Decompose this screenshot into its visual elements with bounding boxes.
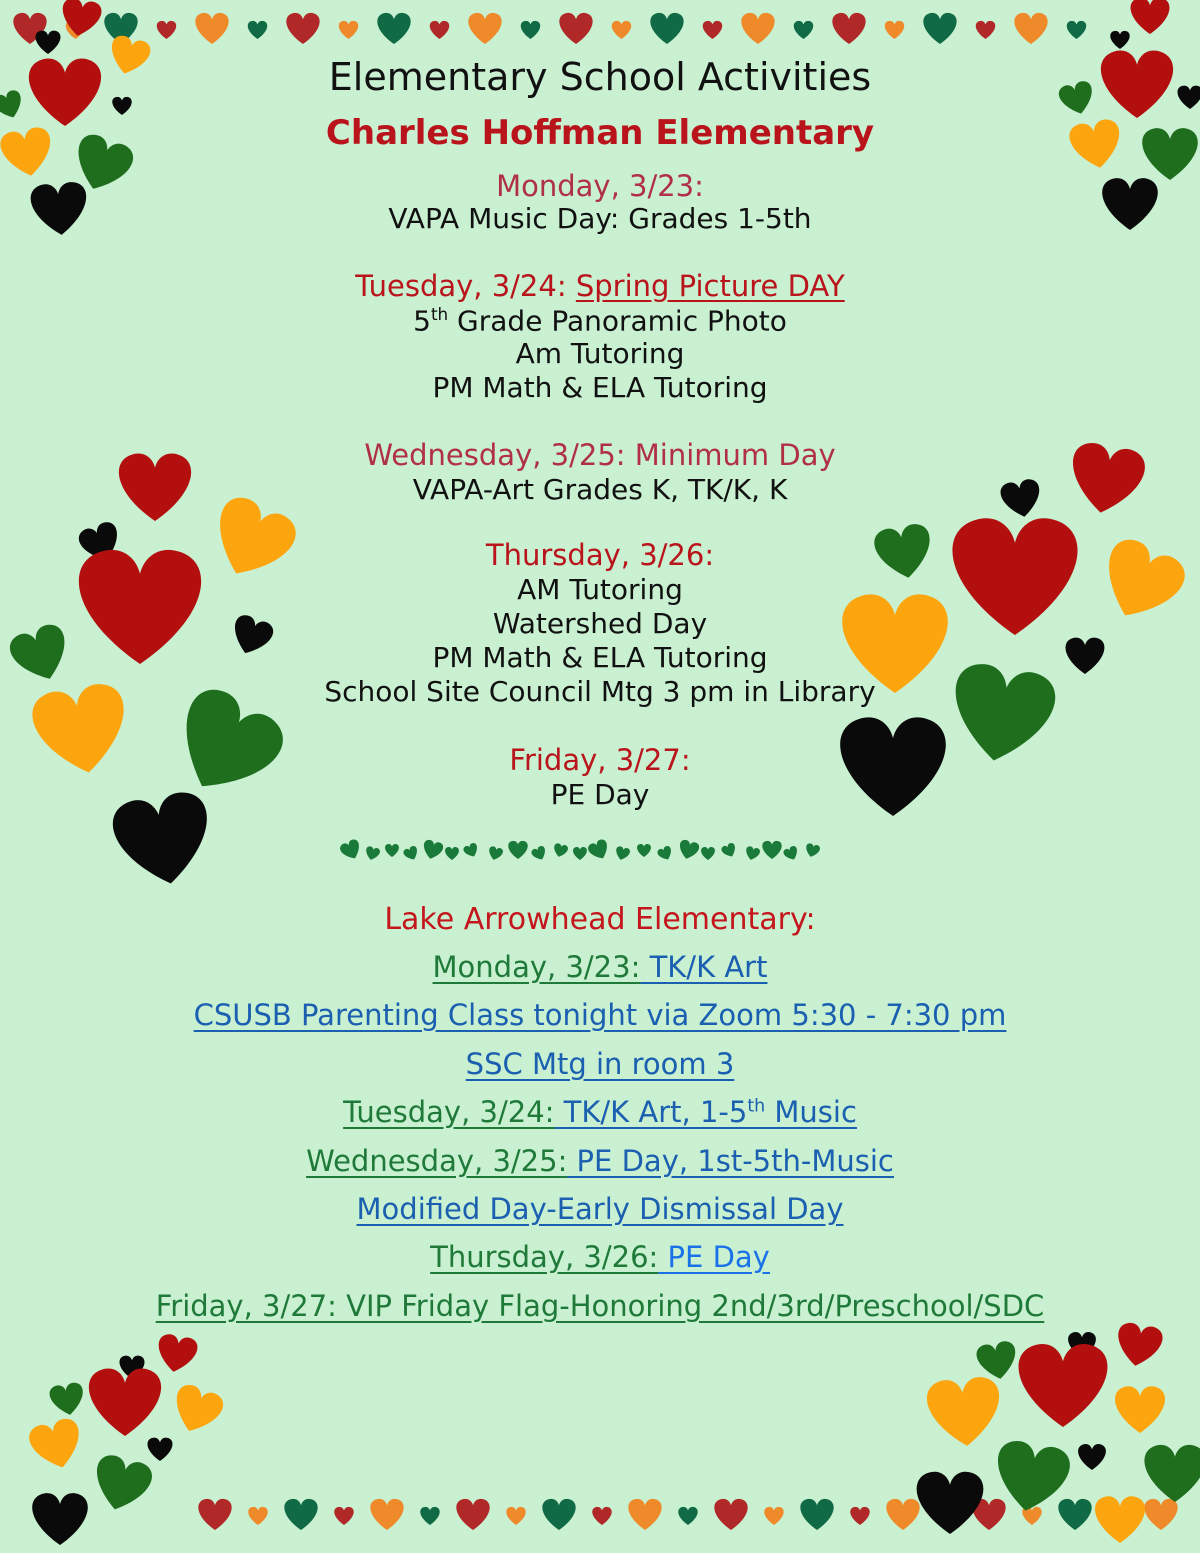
divider-heart-icon: [421, 839, 444, 862]
heart-icon: [248, 21, 267, 39]
ssc-meeting-link[interactable]: SSC Mtg in room 3: [465, 1047, 735, 1081]
divider-heart-icon: [487, 846, 504, 862]
heart-icon: [794, 21, 813, 39]
heart-icon: [198, 1499, 231, 1530]
heart-icon: [1014, 13, 1047, 44]
lake-friday-link[interactable]: Friday, 3/27: VIP Friday Flag-Honoring 2nd/3rd/Preschool/SDC: [155, 1289, 1045, 1323]
divider-heart-icon: [637, 844, 651, 857]
divider-heart-icon: [402, 845, 420, 863]
heart-icon: [1095, 1496, 1145, 1543]
hoffman-monday-item: VAPA Music Day: Grades 1-5th: [388, 202, 812, 235]
divider-heart-icon: [508, 841, 527, 859]
heart-icon: [430, 21, 449, 39]
hoffman-wednesday-heading: Wednesday, 3/25: Minimum Day: [364, 438, 836, 472]
heart-icon: [26, 1416, 86, 1474]
hoffman-thursday-item: AM Tutoring: [517, 573, 683, 606]
heart-icon: [703, 21, 722, 39]
lake-tuesday-event-link[interactable]: [554, 1095, 856, 1129]
modified-day-link[interactable]: Modified Day-Early Dismissal Day: [356, 1192, 844, 1226]
divider-heart-icon: [614, 846, 631, 862]
heart-icon: [612, 21, 631, 39]
hoffman-tuesday-item: Am Tutoring: [515, 337, 685, 370]
divider-heart-icon: [720, 842, 738, 860]
heart-icon: [1019, 1344, 1108, 1427]
heart-icon: [885, 21, 904, 39]
divider-heart-icon: [385, 844, 399, 857]
hoffman-thursday-heading: Thursday, 3/26:: [485, 538, 715, 572]
hoffman-friday-heading: Friday, 3/27:: [509, 743, 691, 777]
heart-icon: [917, 1472, 984, 1534]
heart-icon: [1131, 0, 1170, 34]
heart-icon: [850, 1507, 869, 1525]
hoffman-wednesday-item: VAPA-Art Grades K, TK/K, K: [412, 473, 788, 506]
lake-thursday-line: [0, 1240, 1200, 1274]
divider-heart-icon: [552, 843, 569, 859]
divider-heart-icon: [804, 843, 821, 859]
heart-icon: [506, 1507, 525, 1525]
heart-icon: [975, 1340, 1020, 1383]
hoffman-tuesday-heading: Tuesday, 3/24:: [355, 269, 567, 303]
heart-icon: [468, 13, 501, 44]
heart-icon: [923, 13, 956, 44]
divider-heart-icon: [656, 845, 674, 863]
heart-icon: [764, 1507, 783, 1525]
heart-icon: [88, 1452, 155, 1517]
heart-icon: [377, 13, 410, 44]
grade-number: 5: [413, 304, 431, 338]
heart-icon: [1144, 1499, 1177, 1530]
divider-heart-icon: [782, 845, 800, 863]
heart-icon: [800, 1499, 833, 1530]
hoffman-thursday-item: Watershed Day: [492, 607, 708, 640]
ordinal-suffix: th: [747, 1096, 766, 1117]
hoffman-thursday-item: School Site Council Mtg 3 pm in Library: [324, 675, 876, 708]
heart-icon: [521, 21, 540, 39]
heart-icon: [89, 1369, 161, 1436]
hoffman-school-name: Charles Hoffman Elementary: [325, 113, 875, 153]
heart-icon: [1144, 1445, 1200, 1502]
lake-thursday-event-link[interactable]: PE Day: [658, 1240, 770, 1274]
heart-icon: [48, 1381, 86, 1417]
lake-wednesday-label: Wednesday, 3/25:: [306, 1144, 568, 1178]
heart-icon: [147, 1438, 172, 1461]
heart-icon: [112, 97, 131, 115]
heart-icon: [154, 1333, 199, 1376]
heart-icon: [925, 1376, 1003, 1449]
lake-monday-event-link[interactable]: TK/K Art: [640, 950, 768, 984]
heart-icon: [1113, 1321, 1164, 1370]
heart-icon: [167, 1381, 226, 1439]
ordinal-suffix: th: [430, 304, 449, 324]
divider-heart-icon: [338, 838, 363, 863]
hoffman-thursday-item: PM Math & ELA Tutoring: [432, 641, 768, 674]
lake-wednesday-event-link[interactable]: PE Day, 1st-5th-Music: [567, 1144, 894, 1178]
heart-icon: [832, 13, 865, 44]
hoffman-tuesday-item-panoramic: [0, 304, 1200, 338]
lake-tuesday-line: [0, 1095, 1200, 1129]
heart-icon: [1110, 31, 1129, 49]
heart-icon: [35, 31, 60, 54]
heart-icon: [714, 1499, 747, 1530]
csusb-parenting-link[interactable]: CSUSB Parenting Class tonight via Zoom 5:30 - 7:30 pm: [193, 998, 1007, 1032]
divider-heart-icon: [586, 838, 611, 863]
heart-icon: [976, 21, 995, 39]
divider-heart-icon: [744, 846, 761, 862]
heart-icon: [628, 1499, 661, 1530]
heart-icon: [286, 13, 319, 44]
lake-monday-label: Monday, 3/23:: [432, 950, 641, 984]
lake-thursday-label: Thursday, 3/26:: [430, 1240, 659, 1274]
heart-icon: [58, 0, 103, 39]
divider-heart-icon: [364, 846, 381, 862]
heart-icon: [1067, 21, 1086, 39]
heart-icon: [157, 21, 176, 39]
heart-icon: [420, 1507, 439, 1525]
page-title: Elementary School Activities: [328, 55, 872, 99]
heart-icon: [339, 21, 358, 39]
heart-icon: [886, 1499, 919, 1530]
lake-tuesday-label: Tuesday, 3/24:: [343, 1095, 555, 1129]
heart-icon: [741, 13, 774, 44]
divider-heart-icon: [445, 847, 459, 860]
heart-icon: [195, 13, 228, 44]
divider-heart-icon: [677, 839, 700, 862]
heart-icon: [248, 1507, 267, 1525]
lake-wednesday-line: [0, 1144, 1200, 1178]
heart-icon: [542, 1499, 575, 1530]
heart-icon: [334, 1507, 353, 1525]
divider-heart-icon: [573, 847, 587, 860]
lake-tuesday-music-text: Music: [765, 1095, 857, 1129]
heart-icon: [370, 1499, 403, 1530]
divider-heart-icon: [762, 841, 781, 859]
heart-icon: [32, 1493, 88, 1545]
heart-icon: [1078, 1444, 1106, 1470]
hoffman-tuesday-item: PM Math & ELA Tutoring: [432, 371, 768, 404]
heart-icon: [592, 1507, 611, 1525]
divider-heart-icon: [462, 842, 480, 860]
heart-icon: [1058, 1499, 1091, 1530]
heart-icon: [559, 13, 592, 44]
spring-picture-day-link[interactable]: Spring Picture DAY: [575, 269, 845, 303]
panoramic-photo-text: Grade Panoramic Photo: [448, 304, 787, 338]
divider-heart-icon: [530, 845, 548, 863]
heart-icon: [1115, 1386, 1165, 1433]
heart-icon: [678, 1507, 697, 1525]
heart-icon: [650, 13, 683, 44]
lake-monday-line: [0, 950, 1200, 984]
lake-tuesday-event-text: TK/K Art, 1-5: [554, 1095, 748, 1129]
heart-icon: [284, 1499, 317, 1530]
heart-icon: [456, 1499, 489, 1530]
hoffman-monday-heading: Monday, 3/23:: [496, 169, 704, 203]
lake-school-name: Lake Arrowhead Elementary:: [384, 902, 816, 937]
hoffman-friday-item: PE Day: [550, 778, 650, 811]
hoffman-tuesday-heading-line: [0, 269, 1200, 303]
divider-heart-icon: [701, 847, 715, 860]
